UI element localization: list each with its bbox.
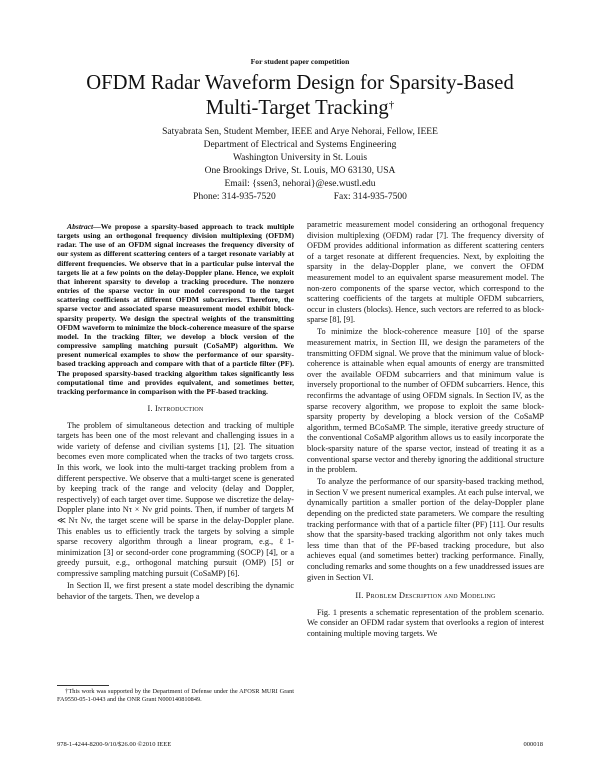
footnote: †This work was supported by the Department of Defense under the AFOSR MURI Grant FA9550-05-1-0443 and the ONR Grant N000140810849. [57,688,294,703]
title-line-2-text: Multi-Target Tracking [205,97,389,119]
section-heading-introduction: I. Introduction [147,403,204,413]
competition-note: For student paper competition [250,57,350,66]
author-fax: Fax: 314-935-7500 [333,192,407,202]
author-department: Department of Electrical and Systems Engineering [203,140,397,150]
author-phone-fax [0,191,600,204]
footer-page-number: 000018 [523,741,543,748]
right-column [307,220,544,640]
left-column [57,222,294,602]
right-paragraph-2: To minimize the block-coherence measure [10] of the sparse measurement matrix, in Section III, we design the parameters of the transmitting OFDM signal. We prove that the minimum value of block-coherence is attainable when equal amounts of energy are transmitted over the available OFDM subcarriers and that minimum value is inversely proportional to the number of OFDM subcarriers. Hence, this reconfirms the advantage of using OFDM signals. In Section IV, as the sparse recovery algorithm, we propose to exploit the same block-sparsity property by developing a block version of the CoSaMP algorithm, termed BCoSaMP. The simple, iterative greedy structure of the conventional CoSaMP algorithm allows us to easily incorporate the block-sparsity nature of the sparse vector, instead of treating it as a conventional sparse vector and thereby ignoring the additional structure in the problem. [307,327,544,475]
author-names: Satyabrata Sen, Student Member, IEEE and Arye Nehorai, Fellow, IEEE [162,127,438,137]
section-heading-problem: II. Problem Description and Modeling [355,591,496,601]
abstract-lead: Abstract [67,222,94,231]
title-line-2 [0,96,600,121]
author-email: Email: {ssen3, nehorai}@ese.wustl.edu [224,179,376,189]
footnote-divider [57,685,109,686]
footer-isbn: 978-1-4244-8200-9/10/$26.00 ©2010 IEEE [57,741,172,748]
title-footnote-mark: † [388,99,395,111]
author-university: Washington University in St. Louis [232,153,368,163]
right-paragraph-3: To analyze the performance of our sparsity-based tracking method, in Section V we present numerical examples. At each pulse interval, we dynamically partition a smaller portion of the delay-Doppler plane depending on the predicted state parameters. We compare the resulting tracking performance with that of a particle filter (PF) [11]. Our results show that the sparsity-based tracking algorithm not only takes much less time than that of the PF-based tracking procedure, but also achieves equal (and sometimes better) tracking performance. Finally, concluding remarks and some thoughts on a few unaddressed issues are given in Section VI. [307,477,544,582]
author-block [0,126,600,204]
abstract-text: —We propose a sparsity-based approach to track multiple targets using an orthogonal frequency division multiplexing (OFDM) radar. The use of an OFDM signal increases the frequency diversity of our system as different scattering centers of a target resonate variably at different frequencies. We observe that in a particular pulse interval the targets lie at a few points on the delay-Doppler plane. Hence, we exploit that inherent sparsity to develop a tracking procedure. The nonzero entries of the sparse vector in our model correspond to the target scattering coefficients at different OFDM subcarriers. Therefore, the sparse vector and associated sparse measurement model exhibit block-sparsity property. We design the spectral weights of the transmitting OFDM waveform to minimize the block-coherence measure of the sparse model. In the tracking filter, we develop a block version of the compressive sampling matching pursuit (CoSaMP) algorithm. We present numerical examples to show the performance of our sparsity-based tracking approach and compare with that of a particle filter (PF). The proposed sparsity-based tracking algorithm takes significantly less computational time and provides equivalent, and sometimes better, tracking performance in comparison with the PF-based tracking. [57,222,294,396]
author-address: One Brookings Drive, St. Louis, MO 63130, USA [204,166,396,176]
intro-paragraph-1: The problem of simultaneous detection and tracking of multiple targets has been one of the most relevant and challenging issues in a wide variety of defense and civilian systems [1], [2]. The situation becomes even more complicated when the tracks of two targets cross. In this work, we look into the multi-target tracking problem from a different perspective. We observe that a multi-target scene is generated by keeping track of the range and velocity (delay and Doppler, respectively) of each target over time. Suppose we discretize the delay-Doppler plane into Nτ × Nν grid points. Then, if number of targets M ≪ Nτ Nν, the target scene will be sparse in the delay-Doppler plane. This enables us to efficiently track the targets by solving a simple sparse recovery algorithm through a linear program, e.g., ℓ1-minimization [3] or second-order cone programming (SOCP) [4], or a greedy pursuit, e.g., orthogonal matching pursuit (OMP) [5] or compressive sampling matching pursuit (CoSaMP) [6]. [57,420,294,578]
paper-title [0,71,600,121]
section2-paragraph-1: Fig. 1 presents a schematic representation of the problem scenario. We consider an OFDM radar system that overlooks a region of interest containing multiple moving targets. We [307,607,544,638]
author-phone: Phone: 314-935-7520 [193,192,276,202]
title-line-1: OFDM Radar Waveform Design for Sparsity-Based [86,72,514,94]
abstract [57,222,294,396]
right-paragraph-1: parametric measurement model considering an orthogonal frequency division multiplexing (OFDM) radar [7]. The frequency diversity of OFDM provides additional information as different scattering centers of a target resonate at different frequencies. Next, by exploiting the sparsity in the delay-Doppler plane, we convert the OFDM measurement model to an equivalent sparse measurement model. The non-zero components of the sparse vector, which correspond to the scattering coefficients of the targets at multiple OFDM subcarriers, occur in clusters (blocks). Hence, such vectors are referred to as block-sparse [8], [9]. [307,220,544,325]
intro-paragraph-2: In Section II, we first present a state model describing the dynamic behavior of the targets. Then, we develop a [57,580,294,601]
